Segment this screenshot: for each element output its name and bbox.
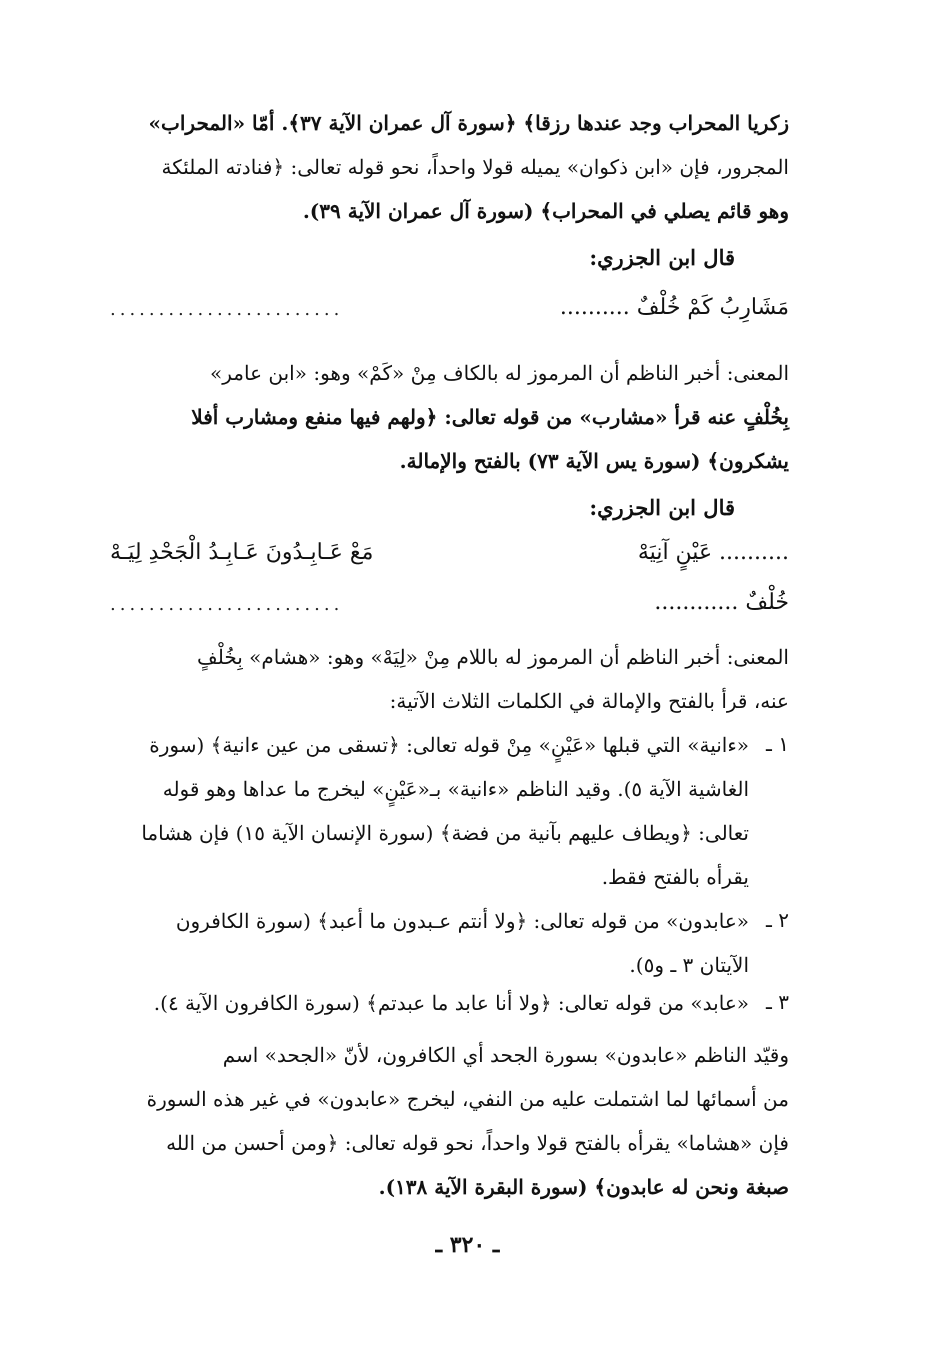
item-1-line3: تعالى: ﴿ويطاف عليهم بآنية من فضة﴾ (سورة الإنسان الآية ١٥) فإن هشاما <box>141 821 749 845</box>
para4-line3: فإن «هشاما» يقرأه بالفتح قولا واحداً، نحو قوله تعالى: ﴿ومن أحسن من الله <box>166 1131 789 1155</box>
section-heading-1: قال ابن الجزري: <box>589 245 735 270</box>
verse-2-line2 <box>110 590 789 634</box>
para4-line1: وقيّد الناظم «عابدون» بسورة الجحد أي الكافرون، لأنّ «الجحد» اسم <box>222 1043 789 1067</box>
item-3-number: ٣ ـ <box>766 990 789 1014</box>
verse-2-continuation: خُلْفٌ ............ <box>654 590 789 615</box>
para2-line2: بِخُلْفٍ عنه قرأ «مشارب» من قوله تعالى: ﴿ولهم فيها منفع ومشارب أفلا <box>191 405 789 429</box>
verse-1-dots: ........................ <box>110 299 344 320</box>
section-heading-2: قال ابن الجزري: <box>589 495 735 520</box>
para1-line3: وهو قائم يصلي في المحراب﴾ (سورة آل عمران الآية ٣٩). <box>302 199 789 223</box>
item-3-line1: «عابد» من قوله تعالى: ﴿ولا أنا عابد ما عبدتم﴾ (سورة الكافرون الآية ٤). <box>153 991 749 1015</box>
para3-line1: المعنى: أخبر الناظم أن المرموز له باللام مِنْ «لِيَهْ» وهو: «هشام» بِخُلْفٍ <box>197 645 789 669</box>
verse-1 <box>110 295 789 339</box>
verse-2-dots: ........................ <box>110 594 344 615</box>
page-number: ـ ٣٢٠ ـ <box>435 1232 500 1258</box>
verse-1-text: مَشَارِبُ كَمْ خُلْفٌ .......... <box>559 295 789 320</box>
para1-line1: زكريا المحراب وجد عندها رزقا﴾ ﴿سورة آل عمران الآية ٣٧﴾. أمّا «المحراب» <box>148 111 789 135</box>
para4-line4: صبغة ونحن له عابدون﴾ (سورة البقرة الآية ١٣٨). <box>378 1175 789 1199</box>
para4-line2: من أسمائها لما اشتملت عليه من النفي، ليخرج «عابدون» في غير هذه السورة <box>146 1087 789 1111</box>
item-1-line4: يقرأه بالفتح فقط. <box>601 865 749 889</box>
item-2-number: ٢ ـ <box>766 908 789 932</box>
item-1-line2: الغاشية الآية ٥). وقيد الناظم «ءانية» بـ«عَيْنٍ» ليخرج ما عداها وهو قوله <box>162 777 749 801</box>
verse-2-second-hemistich: مَعْ عَـابِـدُونَ عَـابِـدُ الْجَحْدِ لِيَـهْ <box>110 540 374 565</box>
para3-line2: عنه، قرأ بالفتح والإمالة في الكلمات الثلاث الآتية: <box>389 689 789 713</box>
item-2-line1: «عابدون» من قوله تعالى: ﴿ولا أنتم عـبدون ما أعبد﴾ (سورة الكافرون <box>175 909 749 933</box>
item-1-line1: «ءانية» التي قبلها «عَيْنٍ» مِنْ قوله تعالى: ﴿تسقى من عين ءانية﴾ (سورة <box>149 733 749 757</box>
verse-2-first-hemistich: .......... عَيْنٍ آنِيَهْ <box>637 540 789 565</box>
item-2-line2: الآيتان ٣ ـ و٥). <box>629 953 749 977</box>
para1-line2: المجرور، فإن «ابن ذكوان» يميله قولا واحداً، نحو قوله تعالى: ﴿فنادته الملئكة <box>161 155 789 179</box>
para2-line3: يشكرون﴾ (سورة يس الآية ٧٣) بالفتح والإمالة. <box>399 449 789 473</box>
para2-line1: المعنى: أخبر الناظم أن المرموز له بالكاف مِنْ «كَمْ» وهو: «ابن عامر» <box>210 361 789 385</box>
item-1-number: ١ ـ <box>766 732 789 756</box>
verse-2-line1 <box>110 540 789 584</box>
